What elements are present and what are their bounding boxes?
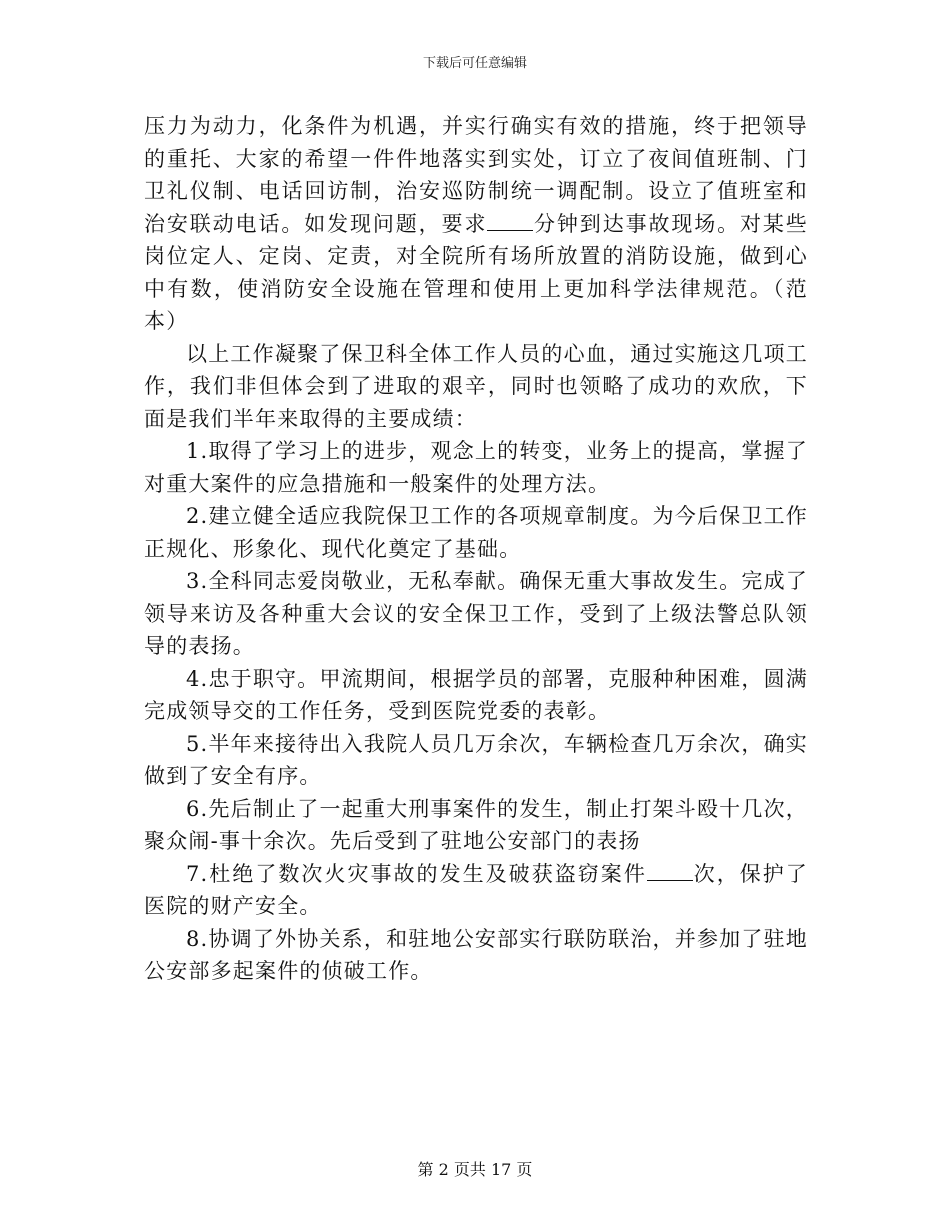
list-item-3: 3.全科同志爱岗敬业，无私奉献。确保无重大事故发生。完成了领导来访及各种重大会议的安全保卫工作，受到了上级法警总队领导的表扬。	[144, 569, 808, 658]
paragraph-1	[144, 110, 808, 338]
list-item-7-text-a: 7.杜绝了数次火灾事故的发生及破获盗窃案件	[186, 861, 647, 886]
list-item-8: 8.协调了外协关系，和驻地公安部实行联防联治，并参加了驻地公安部多起案件的侦破工作。	[144, 926, 808, 983]
fill-in-blank	[647, 860, 693, 881]
document-body	[144, 110, 808, 988]
fill-in-blank	[487, 210, 533, 231]
paragraph-2: 以上工作凝聚了保卫科全体工作人员的心血，通过实施这几项工作，我们非但体会到了进取的艰辛，同时也领略了成功的欢欣，下面是我们半年来取得的主要成绩：	[144, 341, 808, 431]
list-item-2: 2.建立健全适应我院保卫工作的各项规章制度。为今后保卫工作正规化、形象化、现代化奠定了基础。	[144, 504, 808, 561]
list-item-6: 6.先后制止了一起重大刑事案件的发生，制止打架斗殴十几次，聚众闹-事十余次。先后受到了驻地公安部门的表扬	[144, 796, 808, 853]
list-item-7-text-b: 次，保护了医院的财产安全。	[144, 861, 809, 918]
list-item-1: 1.取得了学习上的进步，观念上的转变，业务上的提高，掌握了对重大案件的应急措施和一般案件的处理方法。	[144, 439, 808, 496]
paragraph-1-text-a: 压力为动力，化条件为机遇，并实行确实有效的措施，终于把领导的重托、大家的希望一件件地落实到实处，订立了夜间值班制、门卫礼仪制、电话回访制，治安巡防制统一调配制。设立了值班室和治安联动电话。如发现问题，要求	[144, 114, 808, 236]
list-item-7	[144, 858, 808, 923]
page-header: 下载后可任意编辑	[422, 56, 527, 71]
list-item-5: 5.半年来接待出入我院人员几万余次，车辆检查几万余次，确实做到了安全有序。	[144, 731, 808, 788]
list-item-4: 4.忠于职守。甲流期间，根据学员的部署，克服种种困难，圆满完成领导交的工作任务，受到医院党委的表彰。	[144, 666, 808, 723]
page-footer: 第 2 页共 17 页	[417, 1160, 533, 1179]
paragraph-1-text-b: 分钟到达事故现场。对某些岗位定人、定岗、定责，对全院所有场所放置的消防设施，做到心中有数，使消防安全设施在管理和使用上更加科学法律规范。（范本）	[144, 211, 809, 333]
